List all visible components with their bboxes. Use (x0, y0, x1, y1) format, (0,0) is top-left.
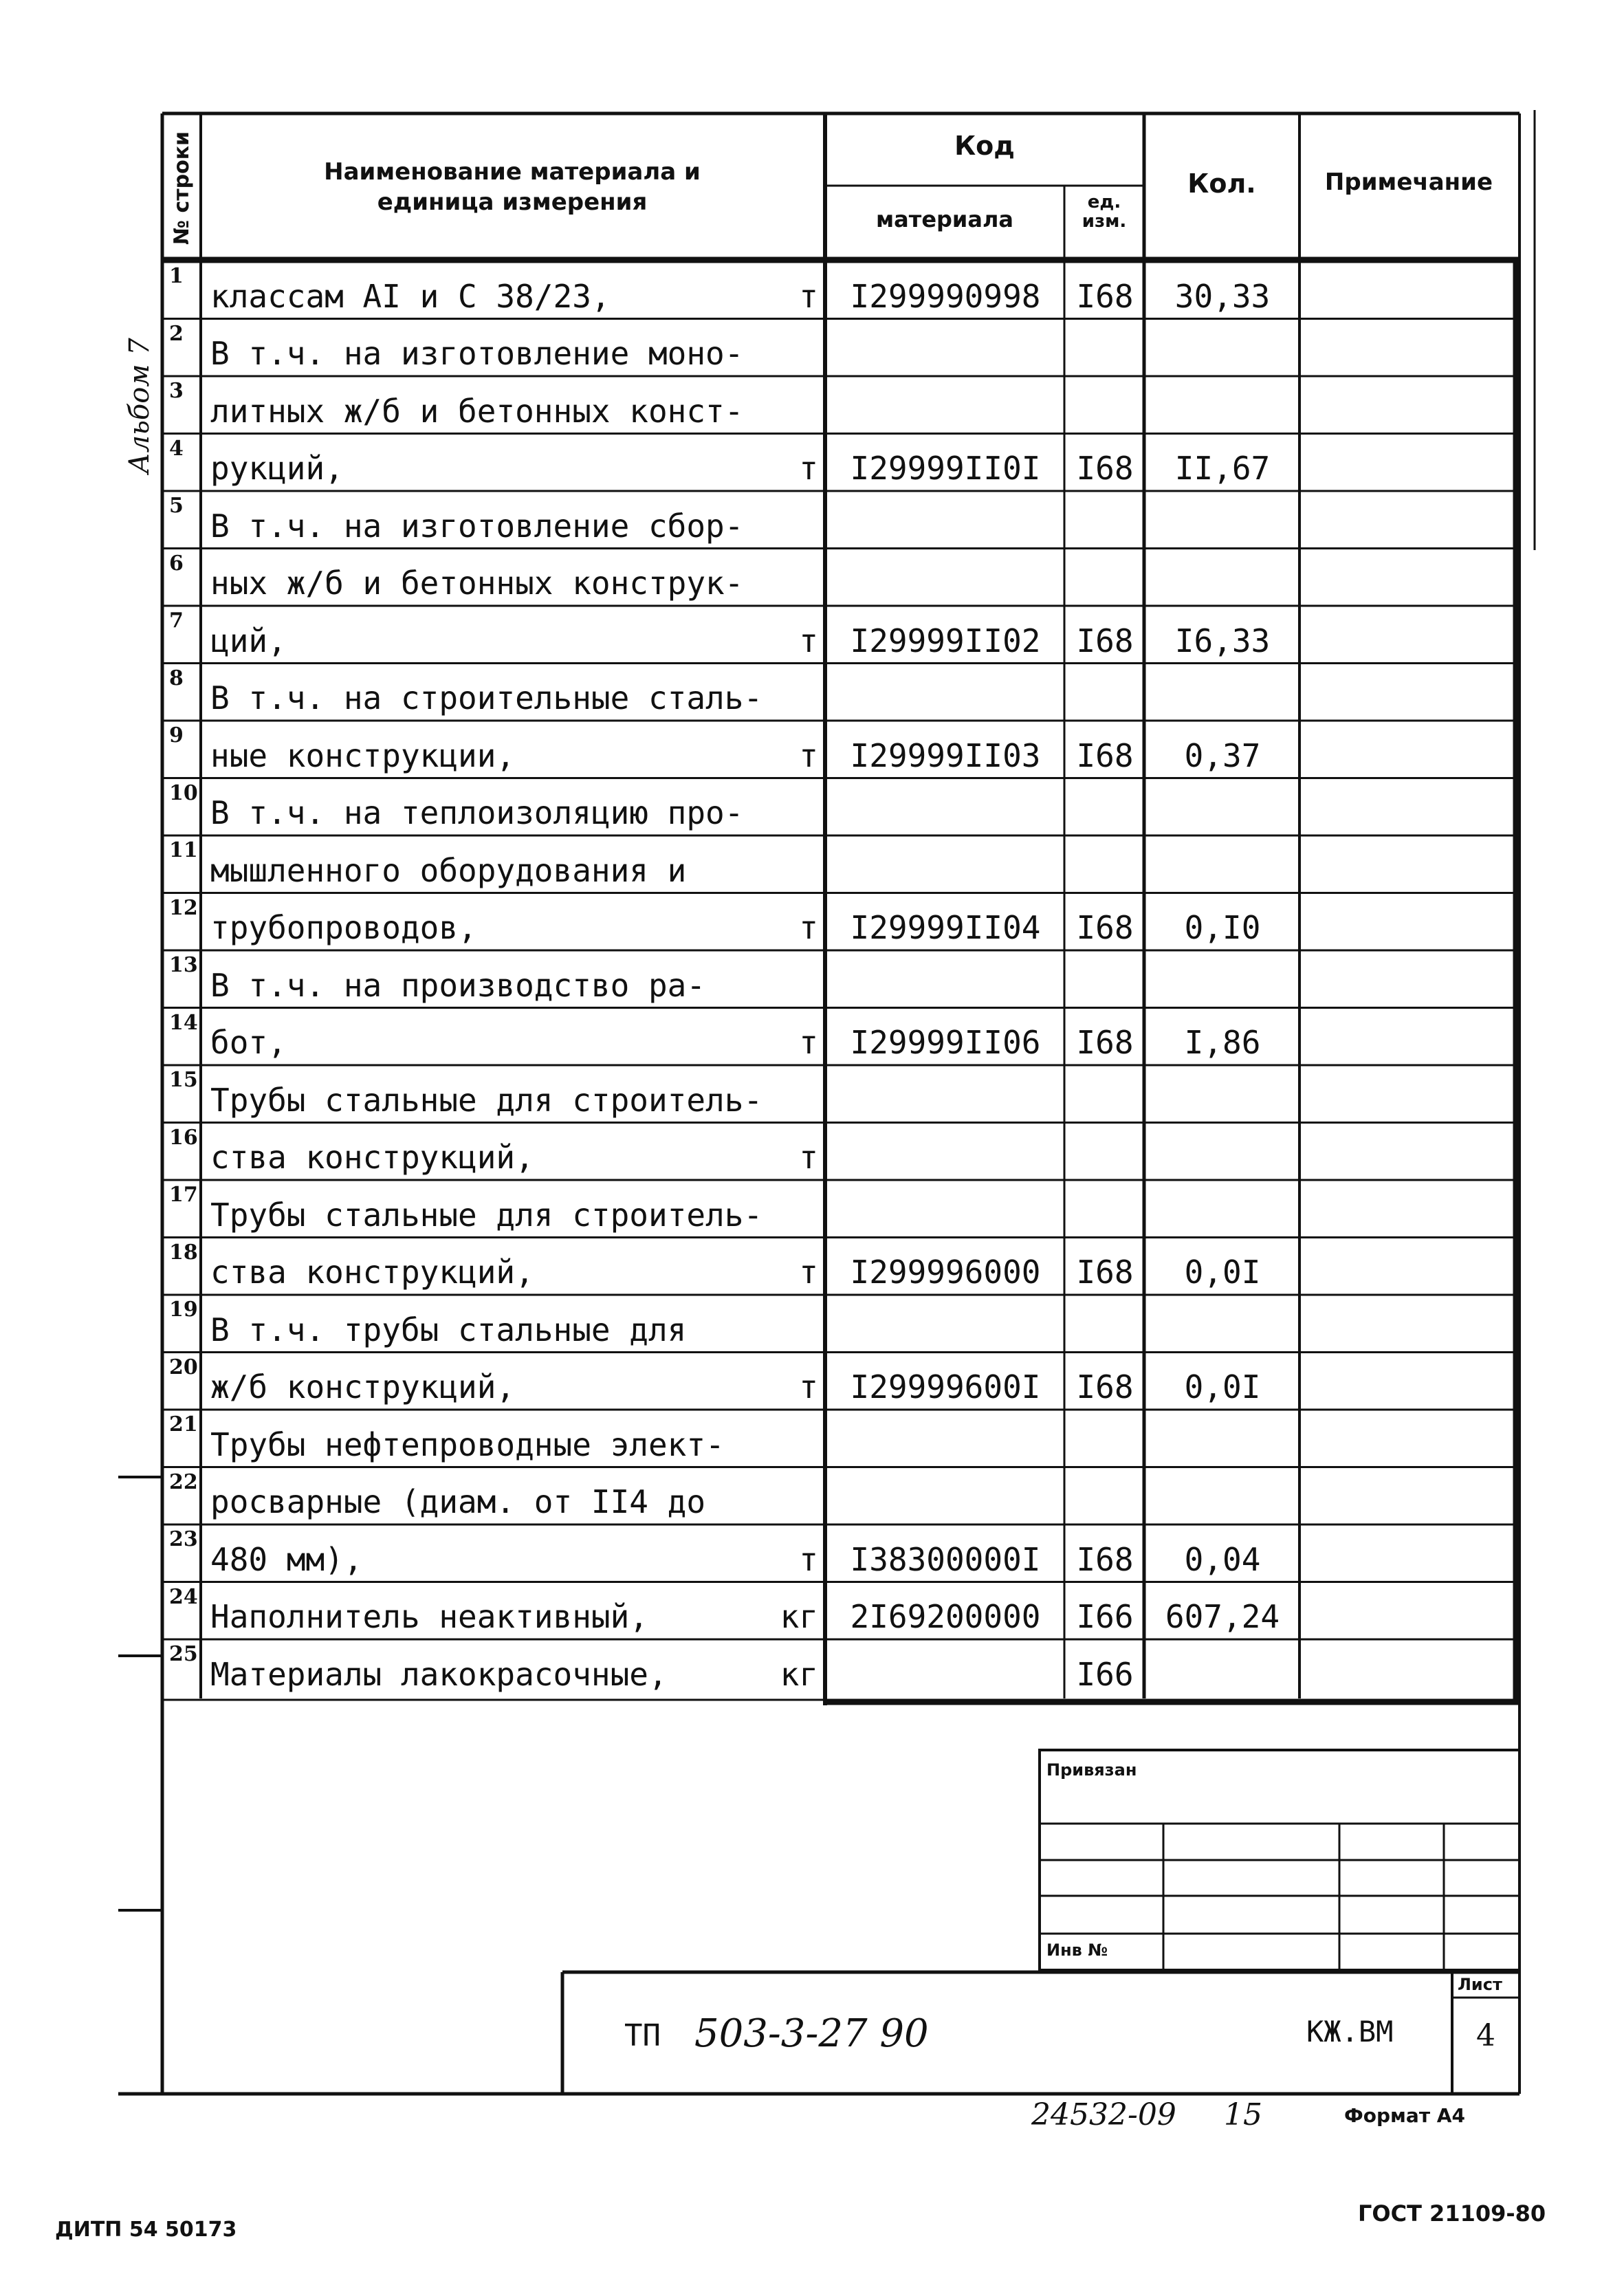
unit-label: т (799, 1254, 818, 1291)
note (1301, 261, 1515, 319)
row-number: 19 (169, 1298, 198, 1322)
material-code (826, 549, 1064, 606)
row-number: 11 (169, 838, 198, 862)
row-number: 8 (169, 666, 184, 690)
unit-label (752, 1065, 824, 1123)
material-name: Трубы нефтепроводные элект- (210, 1425, 725, 1463)
material-name: росварные (диам. от II4 до (210, 1483, 706, 1520)
note (1301, 1410, 1515, 1467)
unit-code (1066, 549, 1144, 606)
unit-code (1066, 835, 1144, 893)
unit-code: I68 (1076, 1368, 1134, 1406)
material-code: 2I69200000 (850, 1598, 1041, 1635)
note (1301, 434, 1515, 492)
material-name: ства конструкций, (210, 1139, 534, 1176)
header-code-material: материала (876, 206, 1013, 232)
header-name-line1: Наименование материала и (324, 158, 701, 186)
quantity: 0,04 (1184, 1540, 1261, 1578)
material-code (826, 1123, 1064, 1181)
unit-label (752, 319, 824, 377)
header-note: Примечание (1324, 168, 1493, 196)
unit-code (1066, 950, 1144, 1008)
unit-code (1066, 664, 1144, 721)
row-number: 16 (169, 1125, 198, 1150)
material-code: I29999II06 (850, 1024, 1041, 1061)
note (1301, 549, 1515, 606)
material-code: I29999II0I (850, 450, 1041, 487)
material-name: Наполнитель неактивный, (210, 1598, 648, 1635)
quantity (1145, 1295, 1299, 1353)
unit-label (752, 664, 824, 721)
unit-label (752, 1467, 824, 1525)
quantity (1145, 1065, 1299, 1123)
unit-label (752, 491, 824, 549)
unit-code: I66 (1076, 1598, 1134, 1635)
note (1301, 1353, 1515, 1410)
unit-code: I68 (1076, 736, 1134, 774)
quantity: 0,0I (1184, 1254, 1261, 1291)
row-number: 12 (169, 895, 198, 920)
material-name: Трубы стальные для строитель- (210, 1081, 763, 1119)
material-name: В т.ч. на изготовление моно- (210, 335, 744, 372)
note (1301, 491, 1515, 549)
material-name: В т.ч. на теплоизоляцию про- (210, 794, 744, 831)
quantity (1145, 950, 1299, 1008)
quantity (1145, 1180, 1299, 1238)
archive-page: 15 (1224, 2097, 1262, 2132)
unit-label: т (799, 1024, 818, 1061)
material-code (826, 778, 1064, 836)
quantity (1145, 491, 1299, 549)
material-name: В т.ч. трубы стальные для (210, 1311, 687, 1348)
row-number: 15 (169, 1068, 198, 1092)
quantity: 0,I0 (1184, 909, 1261, 946)
row-number: 22 (169, 1469, 198, 1494)
row-number: 17 (169, 1183, 198, 1207)
material-code (826, 1180, 1064, 1238)
unit-label (752, 1410, 824, 1467)
row-number: 2 (169, 321, 184, 346)
unit-code: I68 (1076, 1540, 1134, 1578)
row-number: 1 (169, 264, 184, 288)
note (1301, 778, 1515, 836)
quantity: I,86 (1184, 1024, 1261, 1061)
unit-code (1066, 1467, 1144, 1525)
row-number: 3 (169, 379, 184, 403)
printer-mark: ДИТП 54 50173 (55, 2218, 237, 2242)
sheet-label: Лист (1458, 1975, 1502, 1994)
quantity: II,67 (1174, 450, 1271, 487)
note (1301, 606, 1515, 664)
material-code (826, 1295, 1064, 1353)
material-code: I29999II02 (850, 622, 1041, 659)
row-number: 13 (169, 953, 198, 977)
note (1301, 1008, 1515, 1066)
unit-label (752, 778, 824, 836)
row-number: 14 (169, 1010, 198, 1035)
unit-code: I68 (1076, 1024, 1134, 1061)
unit-code (1066, 1123, 1144, 1181)
row-number: 25 (169, 1642, 198, 1666)
note (1301, 1582, 1515, 1640)
row-number: 21 (169, 1412, 198, 1436)
unit-label: кг (780, 1655, 818, 1693)
quantity (1145, 1639, 1299, 1697)
material-name: ций, (210, 622, 287, 659)
quantity (1145, 319, 1299, 377)
note (1301, 1123, 1515, 1181)
material-name: рукций, (210, 450, 344, 487)
inv-label: Инв № (1046, 1940, 1108, 1960)
gost-label: ГОСТ 21109-80 (1358, 2200, 1546, 2227)
header-name-line2: единица измерения (377, 188, 648, 216)
album-margin-note: Альбом 7 (124, 338, 155, 474)
unit-label: т (799, 909, 818, 946)
quantity (1145, 664, 1299, 721)
material-code (826, 1639, 1064, 1697)
doc-number: 503-3-27 90 (694, 2011, 929, 2056)
note (1301, 664, 1515, 721)
material-code (826, 319, 1064, 377)
note (1301, 1524, 1515, 1582)
unit-label (752, 950, 824, 1008)
quantity (1145, 835, 1299, 893)
row-number: 18 (169, 1240, 198, 1265)
material-name: бот, (210, 1024, 287, 1061)
note (1301, 1238, 1515, 1295)
quantity (1145, 1123, 1299, 1181)
quantity: 607,24 (1165, 1598, 1280, 1635)
unit-code (1066, 1065, 1144, 1123)
unit-code: I68 (1076, 277, 1134, 315)
material-code (826, 1410, 1064, 1467)
material-code: I299990998 (850, 277, 1041, 315)
unit-label (752, 549, 824, 606)
material-code (826, 1467, 1064, 1525)
note (1301, 1065, 1515, 1123)
note (1301, 835, 1515, 893)
doc-suffix: КЖ.ВМ (1306, 2015, 1394, 2048)
unit-code: I66 (1076, 1655, 1134, 1693)
material-name: 480 мм), (210, 1540, 363, 1578)
material-name: В т.ч. на изготовление сбор- (210, 507, 744, 545)
quantity (1145, 1467, 1299, 1525)
row-number: 4 (169, 436, 184, 461)
unit-label: т (799, 1139, 818, 1176)
unit-code (1066, 491, 1144, 549)
unit-code (1066, 778, 1144, 836)
unit-label (752, 1180, 824, 1238)
quantity: I6,33 (1174, 622, 1271, 659)
unit-label: т (799, 1540, 818, 1578)
material-name: ные конструкции, (210, 736, 516, 774)
note (1301, 1295, 1515, 1353)
header-code-unit: ед. изм. (1082, 192, 1127, 232)
note (1301, 319, 1515, 377)
material-code (826, 491, 1064, 549)
note (1301, 721, 1515, 778)
row-number: 6 (169, 551, 184, 576)
material-name: Материалы лакокрасочные, (210, 1655, 668, 1693)
unit-label (752, 1295, 824, 1353)
unit-code: I68 (1076, 622, 1134, 659)
material-name: ж/б конструкций, (210, 1368, 516, 1406)
material-name: классам AI и С 38/23, (210, 277, 611, 315)
quantity: 30,33 (1174, 277, 1271, 315)
row-no-label: № строки (170, 131, 195, 245)
unit-label (752, 835, 824, 893)
material-name: Трубы стальные для строитель- (210, 1196, 763, 1234)
unit-code (1066, 1180, 1144, 1238)
row-number: 20 (169, 1355, 198, 1379)
material-code: I29999II04 (850, 909, 1041, 946)
material-code (826, 950, 1064, 1008)
header-code: Код (954, 131, 1015, 161)
row-number: 5 (169, 494, 184, 518)
material-name: ных ж/б и бетонных конструк- (210, 565, 744, 602)
unit-label: кг (780, 1598, 818, 1635)
row-number: 7 (169, 609, 184, 633)
note (1301, 376, 1515, 434)
unit-code: I68 (1076, 909, 1134, 946)
format-label: Формат А4 (1344, 2104, 1465, 2127)
quantity (1145, 549, 1299, 606)
unit-code: I68 (1076, 1254, 1134, 1291)
material-name: В т.ч. на производство ра- (210, 966, 706, 1004)
unit-label: т (799, 277, 818, 315)
material-code (826, 1065, 1064, 1123)
material-code (826, 376, 1064, 434)
unit-label: т (799, 1368, 818, 1406)
quantity (1145, 1410, 1299, 1467)
unit-label (752, 376, 824, 434)
material-code (826, 835, 1064, 893)
quantity: 0,0I (1184, 1368, 1261, 1406)
quantity (1145, 376, 1299, 434)
unit-label: т (799, 622, 818, 659)
material-code: I29999600I (850, 1368, 1041, 1406)
material-name: трубопроводов, (210, 909, 477, 946)
quantity (1145, 778, 1299, 836)
bound-label: Привязан (1046, 1760, 1137, 1780)
doc-prefix: ТП (624, 2018, 661, 2053)
unit-code: I68 (1076, 450, 1134, 487)
material-name: В т.ч. на строительные сталь- (210, 679, 763, 717)
unit-code (1066, 376, 1144, 434)
material-name: литных ж/б и бетонных конст- (210, 392, 744, 430)
unit-label: т (799, 736, 818, 774)
material-code: I299996000 (850, 1254, 1041, 1291)
row-number: 24 (169, 1584, 198, 1609)
material-code (826, 664, 1064, 721)
note (1301, 1180, 1515, 1238)
material-name: ства конструкций, (210, 1254, 534, 1291)
note (1301, 893, 1515, 951)
unit-label: т (799, 450, 818, 487)
unit-code (1066, 1295, 1144, 1353)
unit-code (1066, 319, 1144, 377)
row-number: 9 (169, 723, 184, 747)
unit-code (1066, 1410, 1144, 1467)
material-name: мышленного оборудования и (210, 851, 687, 889)
note (1301, 1639, 1515, 1697)
archive-number: 24532-09 (1031, 2097, 1176, 2132)
row-number: 10 (169, 780, 198, 805)
sheet-number: 4 (1476, 2018, 1495, 2053)
header-qty: Кол. (1187, 168, 1256, 199)
quantity: 0,37 (1184, 736, 1261, 774)
note (1301, 1467, 1515, 1525)
note (1301, 950, 1515, 1008)
material-code: I29999II03 (850, 736, 1041, 774)
material-code: I38300000I (850, 1540, 1041, 1578)
row-number: 23 (169, 1527, 198, 1551)
